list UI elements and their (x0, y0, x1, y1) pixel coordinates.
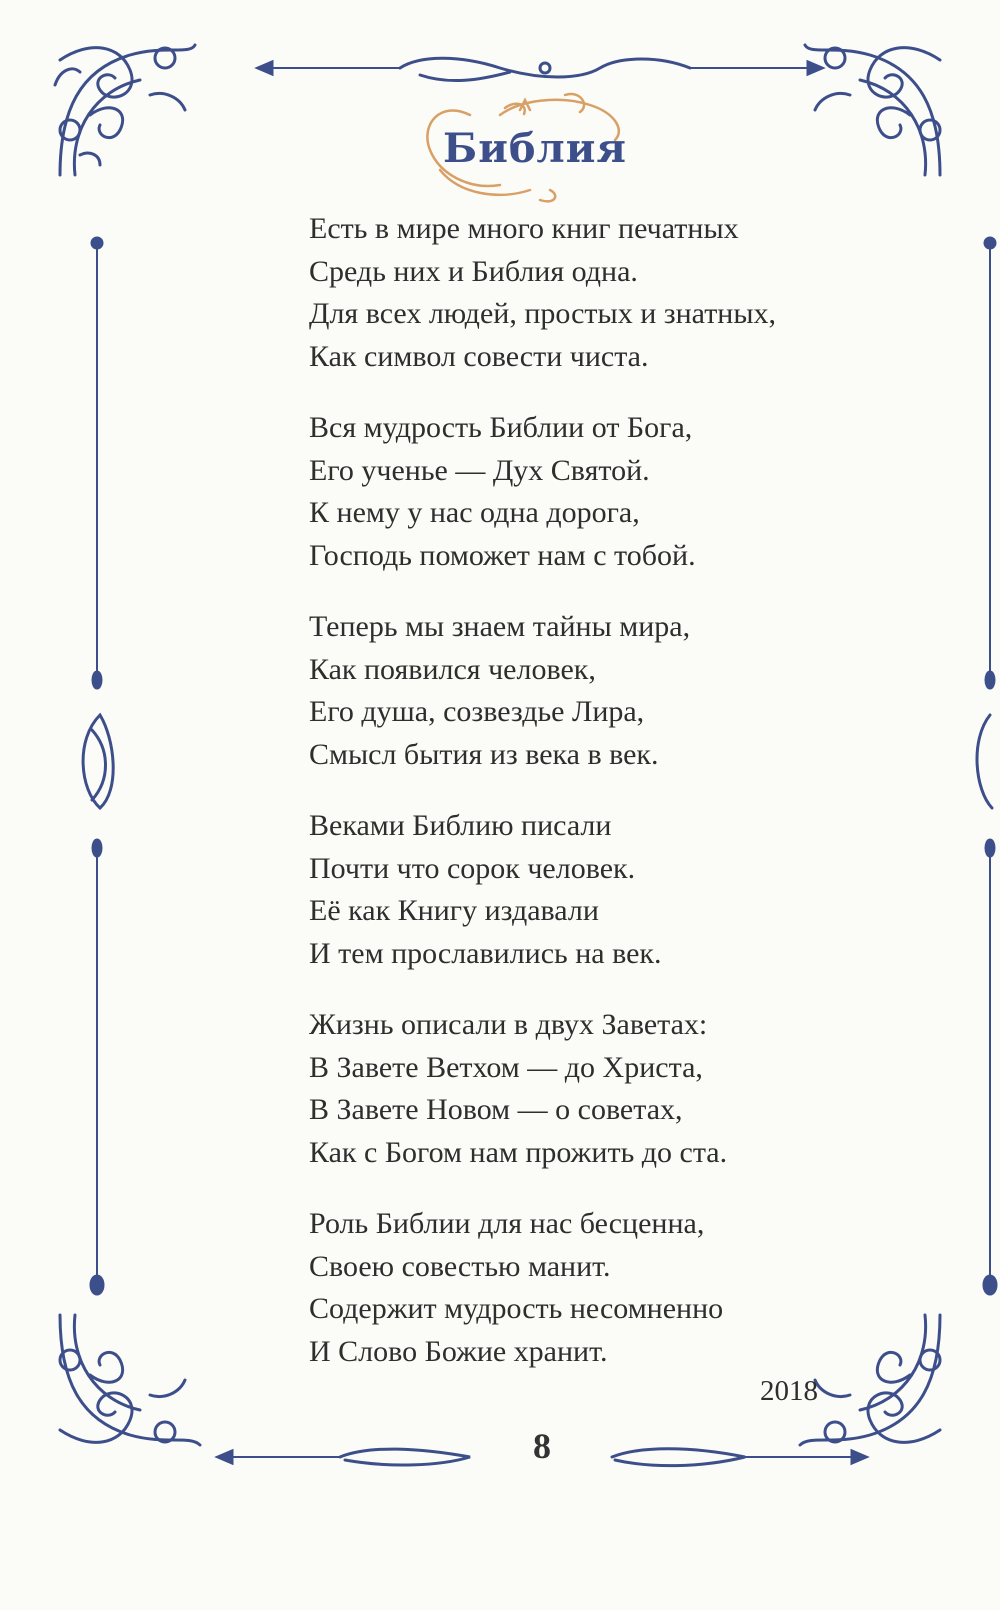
poem-line: Содержит мудрость несомненно (309, 1292, 724, 1325)
stanza (309, 208, 869, 378)
poem-line: Её как Книгу издавали (309, 894, 599, 927)
poem-line: В Завете Новом — о советах, (309, 1093, 683, 1126)
left-border-line (83, 238, 113, 1294)
stanza (309, 407, 869, 577)
poem-body (309, 208, 869, 1402)
stanza (309, 805, 869, 975)
poem-title: Библия (443, 125, 627, 172)
poem-line: Вся мудрость Библии от Бога, (309, 411, 693, 444)
right-border-line (977, 238, 996, 1294)
corner-flourish-top-left (55, 45, 195, 175)
top-border-flourish (258, 58, 822, 80)
poem-line: Господь поможет нам с тобой. (309, 538, 696, 572)
poem-year: 2018 (760, 1375, 818, 1407)
poem-line: Жизнь описали в двух Заветах: (309, 1008, 708, 1041)
poem-line: Как символ совести чиста. (309, 339, 649, 373)
poem-line: К нему у нас одна дорога, (309, 496, 640, 529)
stanza (309, 606, 869, 776)
page-number: 8 (533, 1426, 551, 1466)
poem-line: Теперь мы знаем тайны мира, (309, 610, 691, 643)
poem-line: Как появился человек, (309, 652, 596, 686)
poem-line: В Завете Ветхом — до Христа, (309, 1050, 703, 1084)
poem-line: Почти что сорок человек. (309, 851, 636, 885)
corner-flourish-bottom-left (60, 1315, 200, 1445)
poem-line: Как с Богом нам прожить до ста. (309, 1135, 728, 1169)
poem-line: Его ученье — Дух Святой. (309, 453, 650, 487)
corner-flourish-top-right (805, 45, 940, 175)
poem-line: И тем прославились на век. (309, 936, 662, 970)
poem-line: Роль Библии для нас бесценна, (309, 1207, 705, 1240)
poem-line: Для всех людей, простых и знатных, (309, 297, 777, 330)
poem-line: И Слово Божие хранит. (309, 1334, 608, 1368)
poem-line: Веками Библию писали (309, 809, 612, 842)
poem-line: Своею совестью манит. (309, 1249, 611, 1283)
stanza (309, 1203, 869, 1373)
poem-line: Есть в мире много книг печатных (309, 212, 739, 245)
poem-line: Средь них и Библия одна. (309, 254, 638, 288)
poem-line: Смысл бытия из века в век. (309, 737, 659, 771)
stanza (309, 1004, 869, 1174)
poem-line: Его душа, созвездье Лира, (309, 695, 645, 728)
